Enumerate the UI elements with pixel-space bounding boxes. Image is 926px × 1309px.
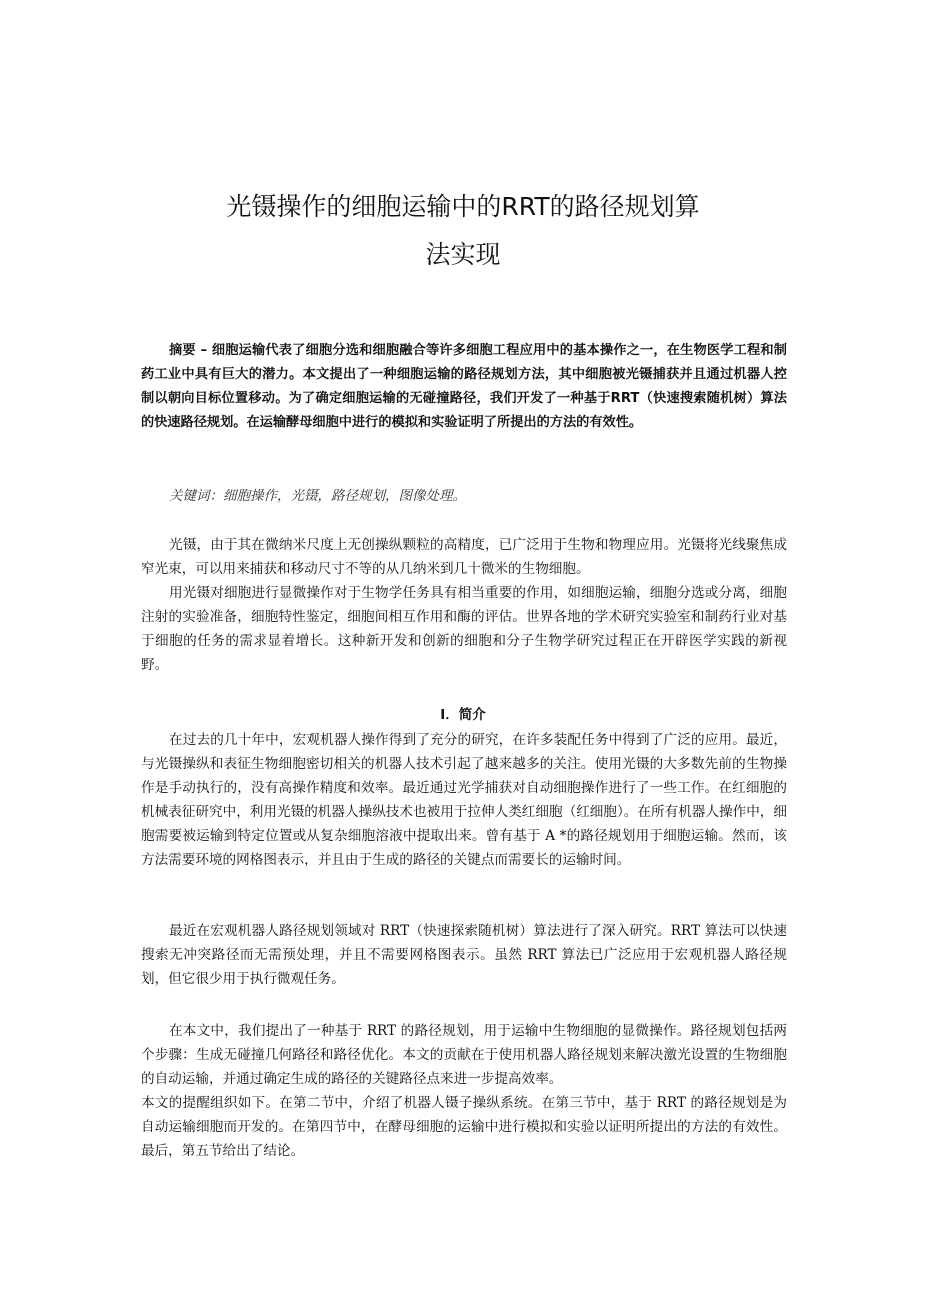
abstract: 摘要 – 细胞运输代表了细胞分选和细胞融合等许多细胞工程应用中的基本操作之一，在生物医学工程和制药工业中具有巨大的潜力。本文提出了一种细胞运输的路径规划方法，其中细胞被光镊捕获并且通过机器人控制以朝向目标位置移动。为了确定细胞运输的无碰撞路径，我们开发了一种基于RRT（快速搜索随机树）算法的快速路径规划。在运输酵母细胞中进行的模拟和实验证明了所提出的方法的有效性。 (141, 343, 787, 430)
keywords: 关键词：细胞操作，光镊，路径规划，图像处理。 (169, 488, 466, 504)
opening-paragraph-1: 光镊，由于其在微纳米尺度上无创操纵颗粒的高精度，已广泛用于生物和物理应用。光镊将光线聚焦成窄光束，可以用来捕获和移动尺寸不等的从几纳米到几十微米的生物细胞。 (141, 537, 787, 577)
introduction-paragraph-2: 最近在宏观机器人路径规划领域对 RRT（快速探索随机树）算法进行了深入研究。RRT 算法可以快速搜索无冲突路径而无需预处理，并且不需要网格图表示。虽然 RRT 算法已广泛应用于宏观机器人路径规划，但它很少用于执行微观任务。 (141, 923, 787, 987)
section-heading-introduction: I．简介 (440, 707, 486, 723)
paper-title-line-2: 法实现 (425, 240, 501, 269)
introduction-paragraph-4: 本文的提醒组织如下。在第二节中，介绍了机器人镊子操纵系统。在第三节中，基于 RRT 的路径规划是为自动运输细胞而开发的。在第四节中，在酵母细胞的运输中进行模拟和实验以证明所提出的方法的有效性。最后，第五节给出了结论。 (141, 1095, 787, 1159)
introduction-paragraph-1: 在过去的几十年中，宏观机器人操作得到了充分的研究，在许多装配任务中得到了广泛的应用。最近，与光镊操纵和表征生物细胞密切相关的机器人技术引起了越来越多的关注。使用光镊的大多数先前的生物操作是手动执行的，没有高操作精度和效率。最近通过光学捕获对自动细胞操作进行了一些工作。在红细胞的机械表征研究中，利用光镊的机器人操纵技术也被用于拉伸人类红细胞（红细胞）。在所有机器人操作中，细胞需要被运输到特定位置或从复杂细胞溶液中提取出来。曾有基于 A *的路径规划用于细胞运输。然而，该方法需要环境的网格图表示，并且由于生成的路径的关键点而需要长的运输时间。 (141, 732, 787, 868)
opening-paragraph-2: 用光镊对细胞进行显微操作对于生物学任务具有相当重要的作用，如细胞运输，细胞分选或分离，细胞注射的实验准备，细胞特性鉴定，细胞间相互作用和酶的评估。世界各地的学术研究实验室和制药行业对基于细胞的任务的需求显着增长。这种新开发和创新的细胞和分子生物学研究过程正在开辟医学实践的新视野。 (141, 585, 787, 673)
introduction-paragraph-3: 在本文中，我们提出了一种基于 RRT 的路径规划，用于运输中生物细胞的显微操作。路径规划包括两个步骤：生成无碰撞几何路径和路径优化。本文的贡献在于使用机器人路径规划来解决激光设置的生物细胞的自动运输，并通过确定生成的路径的关键路径点来进一步提高效率。 (141, 1023, 787, 1087)
paper-title-line-1: 光镊操作的细胞运输中的RRT的路径规划算 (226, 192, 700, 221)
opening-paragraphs (141, 533, 787, 677)
